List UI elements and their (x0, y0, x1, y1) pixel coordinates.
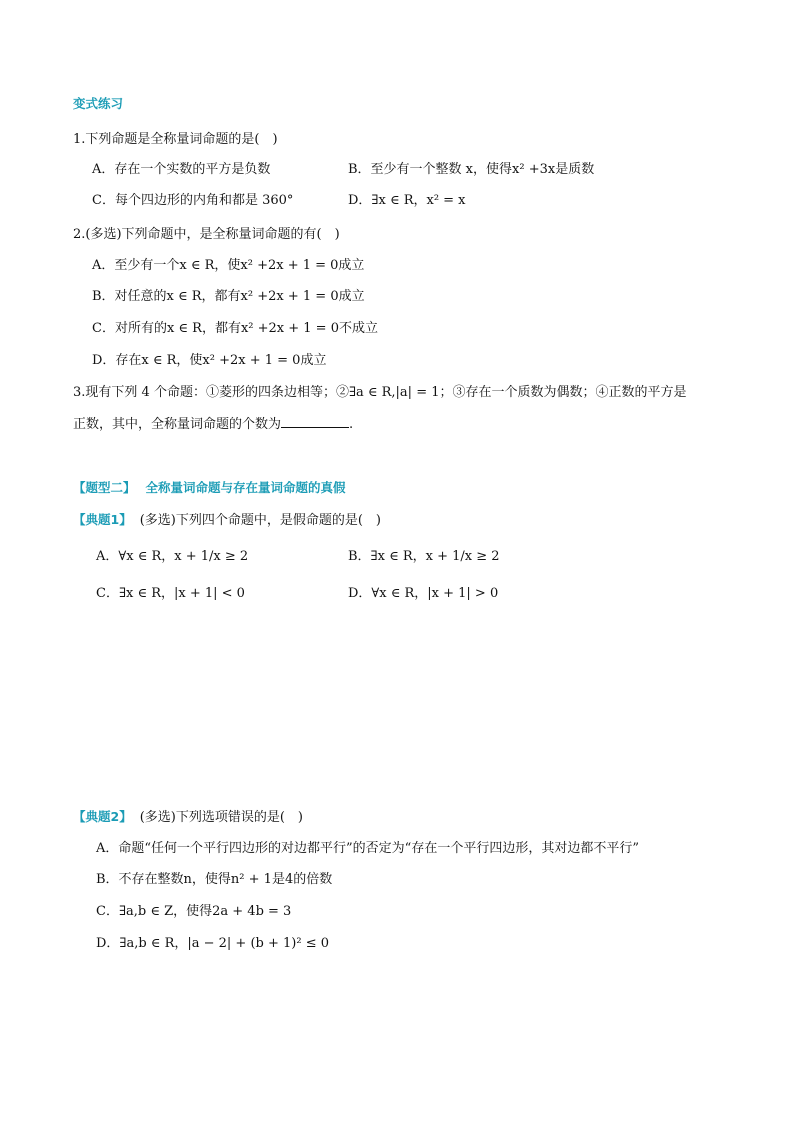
q1-stem: 1.下列命题是全称量词命题的是( ) (73, 132, 278, 147)
q2-option-b: B．对任意的x ∈ R，都有x² +2x + 1 = 0成立 (92, 289, 365, 304)
ex1-option-b: B．∃x ∈ R，x + 1/x ≥ 2 (348, 549, 500, 564)
ex2-option-d: D．∃a,b ∈ R，|a − 2| + (b + 1)² ≤ 0 (96, 936, 329, 951)
q3-line2-text: 正数，其中，全称量词命题的个数为 (73, 417, 282, 432)
type2-heading (73, 479, 346, 498)
q3-line2-suffix: . (349, 417, 354, 432)
ex1-stem-line (73, 511, 381, 530)
q1-option-a: A．存在一个实数的平方是负数 (92, 162, 271, 177)
ex2-tag: 【典题2】 (73, 809, 132, 824)
ex2-option-c: C．∃a,b ∈ Z，使得2a + 4b = 3 (96, 904, 292, 919)
section-title: 变式练习 (73, 96, 124, 111)
ex1-stem: (多选)下列四个命题中，是假命题的是( ) (139, 513, 381, 528)
ex1-option-d: D．∀x ∈ R，|x + 1| > 0 (348, 586, 499, 601)
q3-line2 (73, 414, 353, 434)
ex1-option-a: A．∀x ∈ R，x + 1/x ≥ 2 (96, 549, 249, 564)
q1-option-c: C．每个四边形的内角和都是 360° (92, 193, 294, 208)
q2-option-a: A．至少有一个x ∈ R，使x² +2x + 1 = 0成立 (92, 258, 365, 273)
type2-tag: 【题型二】 (73, 480, 136, 495)
type2-title: 全称量词命题与存在量词命题的真假 (145, 480, 346, 495)
q1-option-b: B．至少有一个整数 x，使得x² +3x是质数 (348, 162, 595, 177)
ex2-stem: (多选)下列选项错误的是( ) (139, 810, 303, 825)
answer-blank[interactable] (281, 414, 349, 428)
ex2-stem-line (73, 808, 303, 827)
q2-option-d: D．存在x ∈ R，使x² +2x + 1 = 0成立 (92, 353, 327, 368)
ex2-option-b: B．不存在整数n，使得n² + 1是4的倍数 (96, 872, 333, 887)
ex1-tag: 【典题1】 (73, 512, 132, 527)
ex2-option-a: A．命题“任何一个平行四边形的对边都平行”的否定为“存在一个平行四边形，其对边都不平行” (96, 841, 639, 856)
ex1-option-c: C．∃x ∈ R，|x + 1| < 0 (96, 586, 245, 601)
q2-stem: 2.(多选)下列命题中，是全称量词命题的有( ) (73, 227, 340, 242)
q1-option-d: D．∃x ∈ R，x² = x (348, 193, 466, 208)
q3-line1: 3.现有下列 4 个命题：①菱形的四条边相等；②∃a ∈ R,|a| = 1；③存在一个质数为偶数；④正数的平方是 (73, 385, 687, 400)
q2-option-c: C．对所有的x ∈ R，都有x² +2x + 1 = 0不成立 (92, 321, 378, 336)
